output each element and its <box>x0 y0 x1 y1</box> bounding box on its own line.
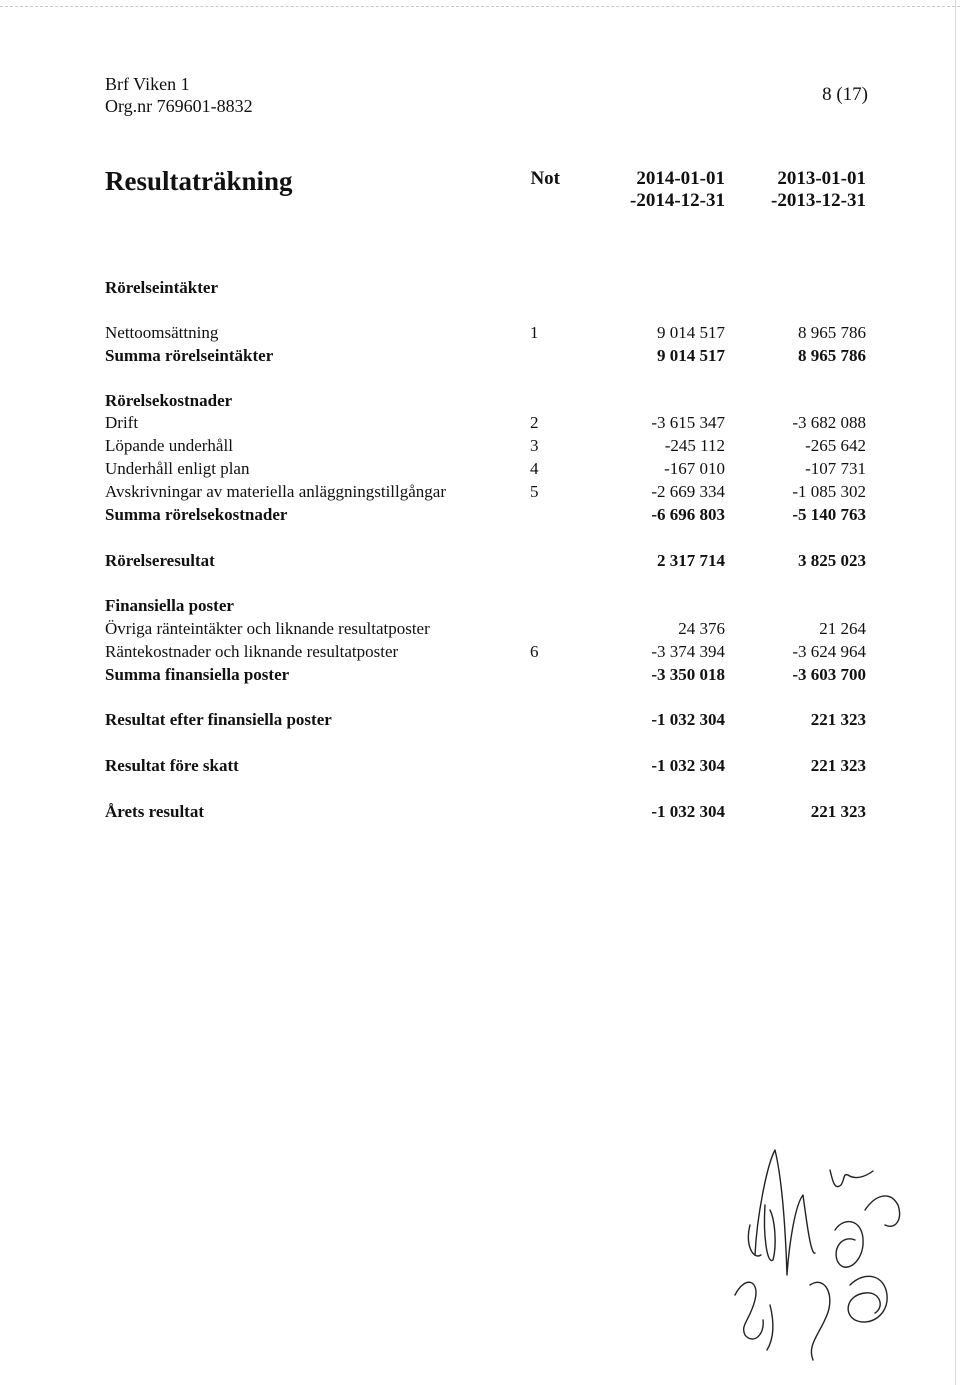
table-row <box>0 664 960 686</box>
scan-edge-line <box>0 6 960 7</box>
row-label: Underhåll enligt plan <box>105 459 250 478</box>
row-value-2014: -3 374 394 <box>651 642 725 661</box>
row-label: Drift <box>105 413 139 432</box>
table-row <box>0 801 960 823</box>
col-header-2014 <box>630 168 725 212</box>
table-row <box>0 481 960 503</box>
table-row <box>0 641 960 663</box>
row-value-2014: -3 615 347 <box>651 413 725 432</box>
table-row <box>0 435 960 457</box>
row-value-2014: -1 032 304 <box>651 802 725 821</box>
table-row <box>0 412 960 434</box>
col-header-2013 <box>771 168 866 212</box>
row-value-2014: -167 010 <box>664 459 725 478</box>
row-value-2014: 9 014 517 <box>657 346 725 365</box>
row-value-2013: 3 825 023 <box>798 551 866 570</box>
row-label: Räntekostnader och liknande resultatposter <box>105 642 399 661</box>
org-number: Org.nr 769601-8832 <box>105 96 253 116</box>
row-value-2014: -2 669 334 <box>651 482 725 501</box>
row-value-2013: 221 323 <box>810 756 866 775</box>
table-row <box>0 345 960 367</box>
table-row <box>0 458 960 480</box>
row-label: Rörelsekostnader <box>105 391 233 410</box>
company-name: Brf Viken 1 <box>105 74 190 94</box>
table-row <box>0 322 960 344</box>
row-label: Resultat efter finansiella poster <box>105 710 332 729</box>
row-note: 1 <box>530 323 539 342</box>
row-label: Övriga ränteintäkter och liknande resultatposter <box>105 619 430 638</box>
row-label: Summa rörelseintäkter <box>105 346 274 365</box>
row-value-2014: -245 112 <box>664 436 725 455</box>
scan-edge-right <box>955 0 956 1385</box>
col-header-2014-end: -2014-12-31 <box>630 190 725 211</box>
row-value-2013: -265 642 <box>805 436 866 455</box>
row-value-2013: 221 323 <box>810 710 866 729</box>
row-label: Avskrivningar av materiella anläggningstillgångar <box>105 482 446 501</box>
row-value-2014: -1 032 304 <box>651 756 725 775</box>
row-label: Finansiella poster <box>105 596 234 615</box>
row-label: Summa rörelsekostnader <box>105 505 288 524</box>
col-header-2014-start: 2014-01-01 <box>636 168 725 189</box>
table-row <box>0 504 960 526</box>
row-value-2013: -3 682 088 <box>792 413 866 432</box>
row-label: Löpande underhåll <box>105 436 233 455</box>
signatures-icon <box>715 1135 925 1365</box>
table-row <box>0 618 960 640</box>
row-label: Nettoomsättning <box>105 323 219 342</box>
row-note: 6 <box>530 642 539 661</box>
row-note: 2 <box>530 413 539 432</box>
table-row <box>0 595 960 617</box>
page-title: Resultaträkning <box>105 166 293 196</box>
row-value-2013: 8 965 786 <box>798 346 866 365</box>
col-header-2013-end: -2013-12-31 <box>771 190 866 211</box>
row-value-2013: 221 323 <box>810 802 866 821</box>
row-value-2013: -5 140 763 <box>792 505 866 524</box>
page-number: 8 (17) <box>822 84 868 105</box>
row-value-2014: 2 317 714 <box>657 551 725 570</box>
table-row <box>0 277 960 299</box>
row-label: Resultat före skatt <box>105 756 239 775</box>
row-label: Summa finansiella poster <box>105 665 290 684</box>
row-label: Rörelseintäkter <box>105 278 218 297</box>
row-value-2013: 21 264 <box>819 619 866 638</box>
row-value-2014: 9 014 517 <box>657 323 725 342</box>
row-value-2014: -6 696 803 <box>651 505 725 524</box>
row-value-2013: -1 085 302 <box>792 482 866 501</box>
table-row <box>0 755 960 777</box>
row-label: Rörelseresultat <box>105 551 215 570</box>
row-value-2013: 8 965 786 <box>798 323 866 342</box>
row-note: 4 <box>530 459 539 478</box>
col-header-not: Not <box>530 168 560 189</box>
col-header-2013-start: 2013-01-01 <box>777 168 866 189</box>
row-value-2013: -107 731 <box>805 459 866 478</box>
row-value-2014: 24 376 <box>678 619 725 638</box>
table-row <box>0 550 960 572</box>
table-row <box>0 390 960 412</box>
row-value-2014: -1 032 304 <box>651 710 725 729</box>
row-note: 3 <box>530 436 539 455</box>
row-note: 5 <box>530 482 539 501</box>
row-value-2014: -3 350 018 <box>651 665 725 684</box>
row-value-2013: -3 603 700 <box>792 665 866 684</box>
row-label: Årets resultat <box>105 802 204 821</box>
table-row <box>0 709 960 731</box>
row-value-2013: -3 624 964 <box>792 642 866 661</box>
